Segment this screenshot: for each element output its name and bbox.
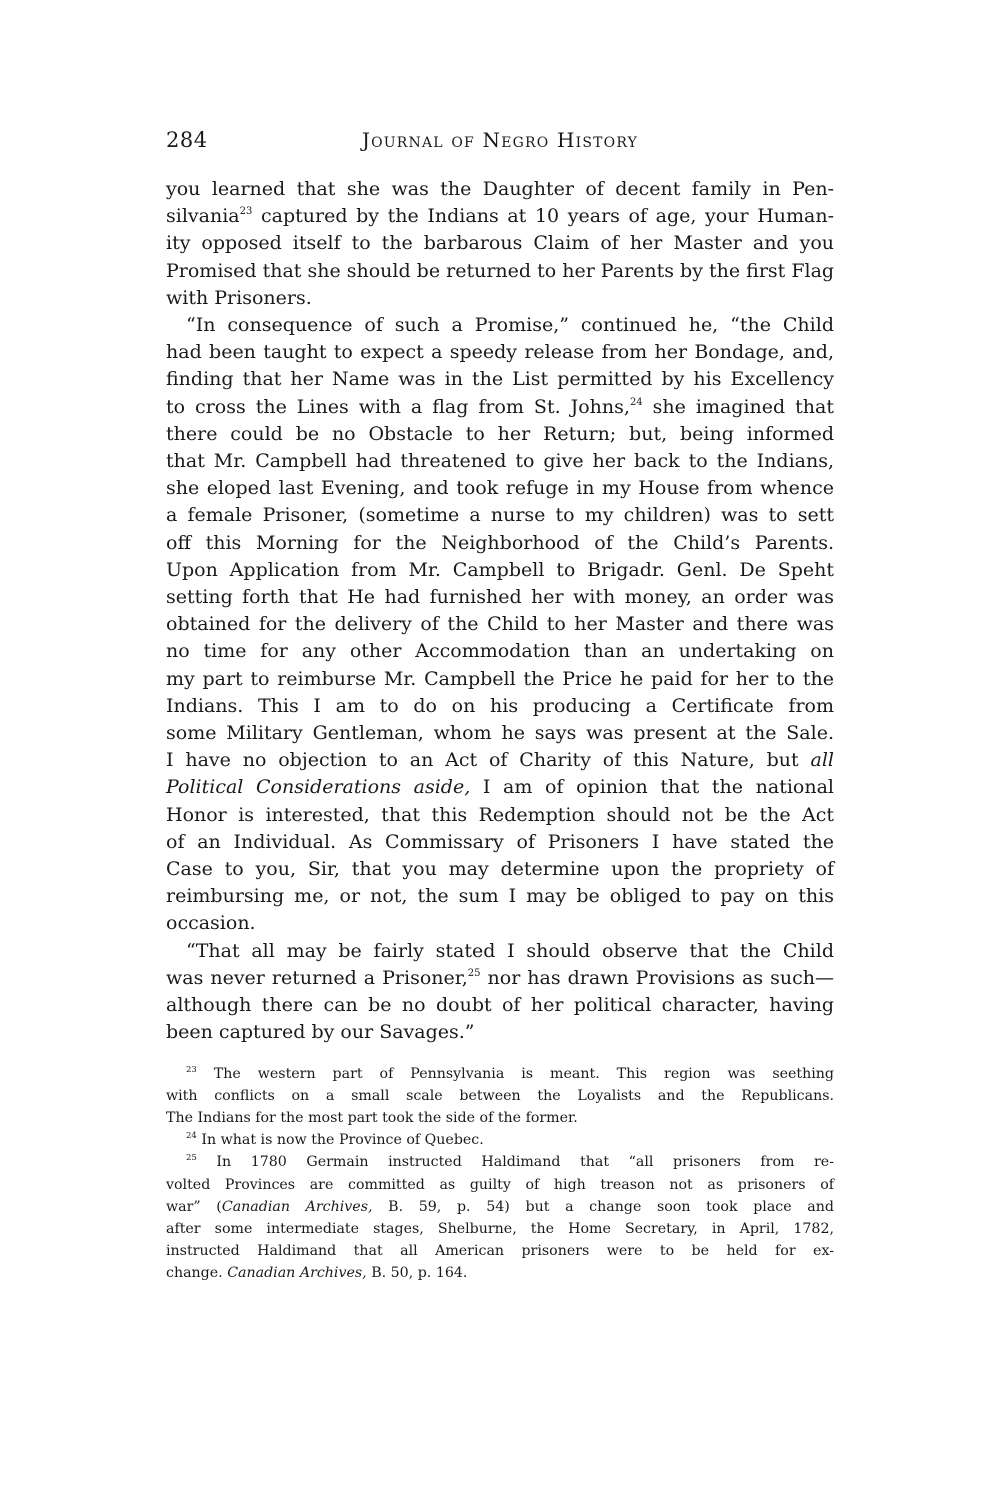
text-line: that Mr. Campbell had threatened to give her back to the Indians, — [166, 450, 834, 473]
page-number: 284 — [166, 128, 208, 152]
footnote-24 — [166, 1129, 834, 1151]
italic-text: Canadian Archives, — [221, 1198, 373, 1215]
text-line: I have no objection to an Act of Charity of this Nature, but all — [166, 749, 834, 772]
footnote-line: war” (Canadian Archives, B. 59, p. 54) but a change soon took place and — [166, 1198, 834, 1215]
text-line: Upon Application from Mr. Campbell to Brigadr. Genl. De Speht — [166, 558, 834, 581]
footnote-marker: 24 — [186, 1131, 197, 1142]
text-line: Political Considerations aside, I am of opinion that the national — [166, 776, 834, 799]
footnotes — [166, 1063, 834, 1285]
text-line: had been taught to expect a speedy release from her Bondage, and, — [166, 341, 834, 364]
footnote-ref: 23 — [239, 206, 253, 218]
italic-text: Political Considerations aside, — [166, 776, 471, 799]
page — [166, 128, 834, 1285]
text-line: a female Prisoner, (sometime a nurse to my children) was to sett — [166, 504, 834, 527]
footnote-line: instructed Haldimand that all American prisoners were to be held for ex- — [166, 1243, 834, 1260]
footnote-ref: 25 — [467, 967, 481, 979]
footnote-line: with conflicts on a small scale between the Loyalists and the Republicans. — [166, 1087, 834, 1104]
text-line: to cross the Lines with a flag from St. Johns,$^{24}$ she imagined that — [166, 395, 834, 418]
text-line: Promised that she should be returned to her Parents by the first Flag — [166, 259, 835, 282]
text-line: although there can be no doubt of her political character, having — [166, 994, 834, 1017]
text-line: there could be no Obstacle to her Return; but, being informed — [166, 422, 834, 445]
footnote-line: volted Provinces are committed as guilty of high treason not as prisoners of — [166, 1176, 834, 1193]
footnote-line: $^{24}$ In what is now the Province of Quebec. — [186, 1131, 484, 1149]
page-header — [166, 128, 834, 162]
paragraph — [166, 176, 834, 312]
text-line: “That all may be fairly stated I should observe that the Child — [186, 939, 834, 962]
text-line: she eloped last Evening, and took refuge in my House from whence — [166, 477, 834, 500]
text-line: setting forth that He had furnished her with money, an order was — [166, 586, 834, 609]
text-line: of an Individual. As Commissary of Prisoners I have stated the — [166, 830, 834, 853]
text-line: was never returned a Prisoner,$^{25}$ nor has drawn Provisions as such— — [166, 966, 834, 989]
footnote-23 — [166, 1063, 834, 1130]
italic-text: Canadian Archives, — [227, 1265, 367, 1282]
text-line: Case to you, Sir, that you may determine upon the propriety of — [166, 858, 834, 881]
footnote-25 — [166, 1151, 834, 1284]
footnote-line: $^{23}$ The western part of Pennsylvania is meant. This region was seething — [186, 1064, 834, 1082]
footnote-marker: 23 — [186, 1064, 197, 1075]
text-line: occasion. — [166, 912, 256, 935]
italic-text: all — [810, 749, 834, 772]
paragraph — [166, 938, 834, 1047]
footnote-line: change. Canadian Archives, B. 50, p. 164. — [166, 1265, 468, 1282]
footnote-line: after some intermediate stages, Shelburne, the Home Secretary, in April, 1782, — [166, 1220, 834, 1237]
footnote-line: The Indians for the most part took the side of the former. — [166, 1109, 578, 1126]
text-line: ity opposed itself to the barbarous Claim of her Master and you — [166, 232, 834, 255]
body-text — [166, 176, 834, 1047]
text-line: been captured by our Savages.” — [166, 1021, 475, 1044]
text-line: some Military Gentleman, whom he says was present at the Sale. — [166, 722, 834, 745]
text-line: with Prisoners. — [166, 286, 312, 309]
text-line: obtained for the delivery of the Child to her Master and there was — [166, 613, 834, 636]
paragraph — [166, 312, 834, 938]
running-title: Journal of Negro History — [361, 128, 639, 152]
footnote-line: $^{25}$ In 1780 Germain instructed Haldimand that “all prisoners from re- — [186, 1153, 834, 1171]
footnote-ref: 24 — [629, 396, 643, 408]
text-line: reimbursing me, or not, the sum I may be obliged to pay on this — [166, 885, 834, 908]
text-line: my part to reimburse Mr. Campbell the Price he paid for her to the — [166, 667, 834, 690]
text-line: finding that her Name was in the List permitted by his Excellency — [166, 368, 834, 391]
text-line: off this Morning for the Neighborhood of the Child’s Parents. — [166, 531, 834, 554]
text-line: Indians. This I am to do on his producing a Certificate from — [166, 694, 834, 717]
text-line: no time for any other Accommodation than an undertaking on — [166, 640, 834, 663]
footnote-marker: 25 — [186, 1153, 197, 1164]
text-line: Honor is interested, that this Redemption should not be the Act — [166, 803, 834, 826]
text-line: silvania$^{23}$ captured by the Indians at 10 years of age, your Human- — [166, 205, 834, 228]
text-line: “In consequence of such a Promise,” continued he, “the Child — [186, 314, 834, 337]
text-line: you learned that she was the Daughter of decent family in Pen- — [166, 178, 834, 200]
